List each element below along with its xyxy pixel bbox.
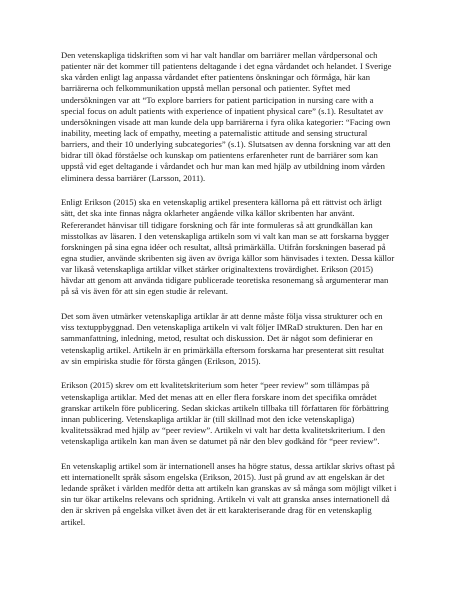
text-line: viss textuppbyggnad. Den vetenskapliga artikeln vi valt följer IMRaD strukturen. Den har en: [61, 322, 383, 333]
text-line: av sin empiriska studie för första gången (Erikson, 2015).: [61, 355, 261, 366]
text-line: misstolkas av läsaren. I den vetenskapliga artikeln som vi valt kan man se att forskarna bygger: [61, 230, 390, 241]
text-line: ledande språket i världen medför detta att artikeln kan granskas av så många som möjligt vilket i: [61, 483, 397, 494]
text-line: ett internationellt språk såsom engelska (Erikson, 2015). Just på grund av att engelskan är det: [61, 472, 385, 483]
text-line: sin tur ökar artikelns relevans och spridning. Artikeln vi valt att granska anses internationell då: [61, 494, 390, 505]
text-line: vetenskaplig artikel. Artikeln är en primärkälla eftersom forskarna har presenterat sitt resultat: [61, 344, 384, 355]
text-line: kvalitetssäkrad med hjälp av “peer review”. Artikeln vi valt har detta kvalitetskriterium. I den: [61, 425, 386, 435]
text-line: En vetenskaplig artikel som är internationell anses ha högre status, dessa artiklar skrivs oftast på: [61, 460, 395, 471]
text-line: undersökningen visade att man kunde dela upp barriärerna i fyra olika kategorier: “Facing own: [61, 116, 391, 127]
text-line: var likaså vetenskapliga artiklar vilket stärker originaltextens trovärdighet. Erikson (2015): [61, 264, 374, 275]
text-line: den är skriven på engelska vilket även det är ett karakteriserande drag för en vetenskaplig: [61, 505, 372, 516]
text-line: Den vetenskapliga tidskriften som vi har valt handlar om barriärer mellan vårdpersonal och: [61, 50, 378, 60]
text-line: bidrar till ökad förståelse och kunskap om patientens erfarenheter runt de barriärer som kan: [61, 150, 378, 161]
text-line: uppstå vid eget deltagande i vårdandet och hur man kan med hjälp av utbildning inom vården: [61, 161, 385, 172]
text-line: patienter när det kommer till patientens deltagande i det egna vårdandet och helandet. I Sverige: [61, 61, 392, 72]
text-line: egna studier, använde skribenten sig även av övriga källor som hänvisades i texten. Dessa källor: [61, 252, 395, 263]
text-line: på så vis även för att sin egen studie är relevant.: [61, 286, 228, 297]
paragraph-sources: [61, 197, 414, 297]
paragraph-international: [61, 461, 414, 528]
text-line: vetenskapliga artiklar. Med det menas att en eller flera forskare inom det specifika området: [61, 391, 377, 402]
text-line: eliminera dessa barriärer (Larsson, 2011).: [61, 172, 206, 183]
text-line: sammanfattning, inledning, metod, resultat och diskussion. Det är något som definierar en: [61, 333, 373, 344]
text-line: artikel.: [61, 516, 86, 527]
text-line: ska vården enligt lag anpassa vårdandet efter patientens önskningar och förmåga, här kan: [61, 72, 371, 83]
text-line: Det som även utmärker vetenskapliga artiklar är att denne måste följa vissa strukturer och en: [61, 311, 383, 322]
text-line: hävdar att genom att använda tidigare publicerade teoretiska resonemang så argumenterar man: [61, 275, 389, 286]
paragraph-article-summary: [61, 50, 414, 184]
paragraph-peer-review: [61, 380, 414, 447]
text-line: forskningen på sina egna idéer och resultat, alltså primärkälla. Utifrån forskningen baserad på: [61, 241, 386, 252]
text-line: granskar artikeln före publicering. Sedan skickas artikeln tillbaka till författaren för förbättring: [61, 402, 389, 413]
text-line: inability, meeting lack of empathy, meeting a paternalistic attitude and sensing structural: [61, 127, 368, 138]
paragraph-structure: [61, 311, 414, 367]
text-line: barriärerna och felkommunikation uppstå mellan personal och patienter. Syftet med: [61, 83, 351, 94]
text-line: barriers, and their 10 underlying subcategories” (s.1). Slutsatsen av denna forskning var att den: [61, 139, 391, 150]
text-line: Refererandet hänvisar till tidigare forskning och får inte formuleras så att grundkällan kan: [61, 219, 373, 230]
text-line: Erikson (2015) skrev om ett kvalitetskriterium som heter “peer review” som tillämpas på: [61, 380, 370, 391]
text-line: sätt, det ska inte finnas några oklarheter angående vilka källor skribenten har använt.: [61, 208, 355, 219]
text-line: innan publicering. Vetenskapliga artiklar är (till skillnad mot den icke vetenskapliga): [61, 413, 355, 424]
text-line: Enligt Erikson (2015) ska en vetenskaplig artikel presentera källorna på ett rättvist och ärligt: [61, 197, 382, 208]
text-line: undersökningen var att “To explore barriers for patient participation in nursing care with a: [61, 94, 374, 105]
text-line: special focus on adult patients with experience of inpatient physical care” (s.1). Resultatet av: [61, 105, 384, 116]
text-line: vetenskapliga artikeln kan man även se datumet på när den blev godkänd för “peer review”.: [61, 436, 380, 447]
